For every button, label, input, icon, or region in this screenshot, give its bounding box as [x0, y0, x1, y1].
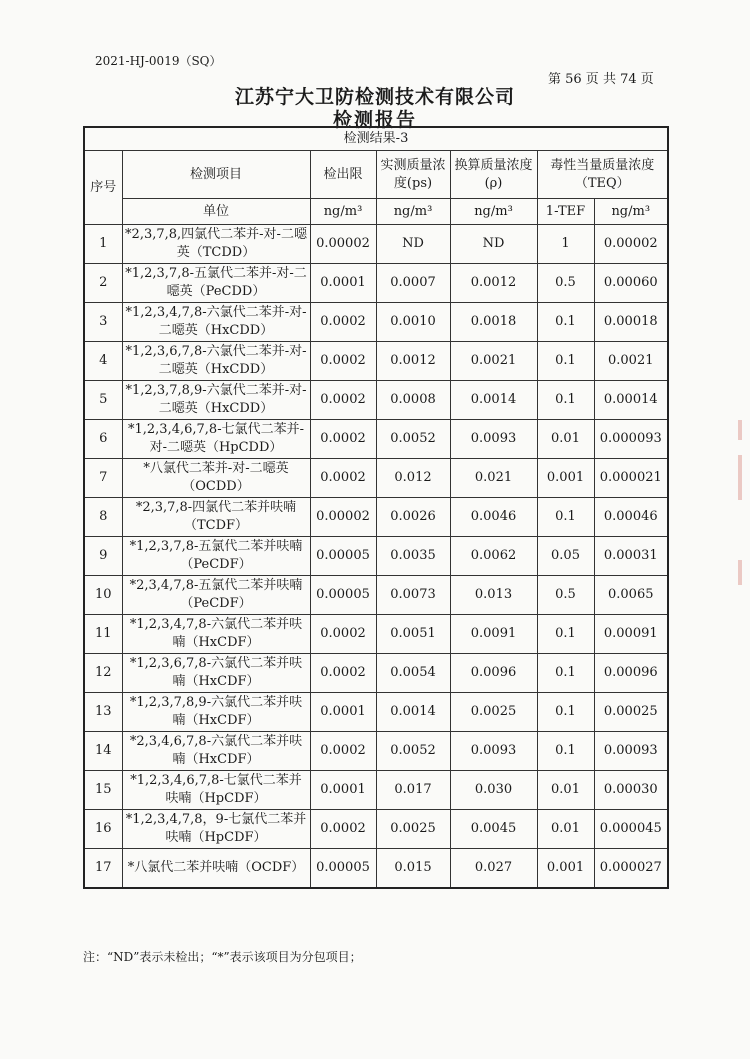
table-row	[84, 654, 668, 693]
row-measured: 0.012	[376, 459, 450, 498]
row-converted: ND	[450, 225, 537, 264]
report-title: 检测报告	[332, 109, 417, 131]
row-teq: 0.00025	[594, 693, 668, 732]
row-teq: 0.000021	[594, 459, 668, 498]
table-row	[84, 615, 668, 654]
row-teq: 0.00091	[594, 615, 668, 654]
header-converted: 换算质量浓度(ρ)	[450, 151, 537, 199]
row-number: 4	[84, 342, 122, 381]
row-detection-limit: 0.0002	[310, 459, 376, 498]
table-row	[84, 225, 668, 264]
row-measured: 0.0073	[376, 576, 450, 615]
row-tef: 0.001	[537, 849, 594, 889]
row-teq: 0.00093	[594, 732, 668, 771]
row-measured: 0.0051	[376, 615, 450, 654]
row-converted: 0.0091	[450, 615, 537, 654]
row-converted: 0.013	[450, 576, 537, 615]
row-number: 11	[84, 615, 122, 654]
header-item: 检测项目	[122, 151, 310, 199]
row-number: 16	[84, 810, 122, 849]
row-detection-limit: 0.0002	[310, 615, 376, 654]
header-detection-limit: 检出限	[310, 151, 376, 199]
row-converted: 0.0062	[450, 537, 537, 576]
row-detection-limit: 0.00002	[310, 498, 376, 537]
row-number: 17	[84, 849, 122, 889]
row-measured: 0.0054	[376, 654, 450, 693]
row-tef: 0.1	[537, 732, 594, 771]
table-row	[84, 420, 668, 459]
table-row	[84, 342, 668, 381]
table-row	[84, 849, 668, 889]
row-item: *2,3,4,6,7,8-六氯代二苯并呋喃（HxCDF）	[122, 732, 310, 771]
table-row	[84, 459, 668, 498]
row-detection-limit: 0.0002	[310, 303, 376, 342]
row-detection-limit: 0.0002	[310, 342, 376, 381]
row-detection-limit: 0.0001	[310, 264, 376, 303]
row-item: *1,2,3,6,7,8-六氯代二苯并-对-二噁英（HxCDD）	[122, 342, 310, 381]
row-number: 15	[84, 771, 122, 810]
row-converted: 0.0021	[450, 342, 537, 381]
row-number: 5	[84, 381, 122, 420]
unit-tef: 1-TEF	[537, 199, 594, 225]
row-detection-limit: 0.0002	[310, 654, 376, 693]
row-tef: 0.1	[537, 381, 594, 420]
row-teq: 0.00018	[594, 303, 668, 342]
row-measured: 0.0012	[376, 342, 450, 381]
row-tef: 0.01	[537, 810, 594, 849]
row-teq: 0.00014	[594, 381, 668, 420]
table-row	[84, 693, 668, 732]
row-detection-limit: 0.00002	[310, 225, 376, 264]
row-converted: 0.0045	[450, 810, 537, 849]
row-item: *2,3,4,7,8-五氯代二苯并呋喃（PeCDF）	[122, 576, 310, 615]
section-title: 检测结果-3	[84, 127, 668, 151]
row-number: 7	[84, 459, 122, 498]
row-detection-limit: 0.0002	[310, 381, 376, 420]
row-measured: ND	[376, 225, 450, 264]
row-item: *八氯代二苯并-对-二噁英（OCDD）	[122, 459, 310, 498]
row-tef: 0.01	[537, 420, 594, 459]
row-measured: 0.0025	[376, 810, 450, 849]
row-measured: 0.0007	[376, 264, 450, 303]
row-tef: 0.001	[537, 459, 594, 498]
row-item: *1,2,3,6,7,8-六氯代二苯并呋喃（HxCDF）	[122, 654, 310, 693]
row-tef: 1	[537, 225, 594, 264]
row-tef: 0.1	[537, 498, 594, 537]
row-converted: 0.0046	[450, 498, 537, 537]
row-tef: 0.01	[537, 771, 594, 810]
row-item: *八氯代二苯并呋喃（OCDF）	[122, 849, 310, 889]
unit-detection-limit: ng/m³	[310, 199, 376, 225]
row-number: 14	[84, 732, 122, 771]
row-teq: 0.000045	[594, 810, 668, 849]
row-measured: 0.0035	[376, 537, 450, 576]
table-row	[84, 303, 668, 342]
table-row	[84, 576, 668, 615]
row-teq: 0.00046	[594, 498, 668, 537]
row-tef: 0.1	[537, 693, 594, 732]
row-detection-limit: 0.0001	[310, 693, 376, 732]
row-converted: 0.0018	[450, 303, 537, 342]
row-item: *1,2,3,7,8,9-六氯代二苯并呋喃（HxCDF）	[122, 693, 310, 732]
row-number: 8	[84, 498, 122, 537]
results-table	[83, 126, 669, 889]
row-tef: 0.1	[537, 654, 594, 693]
row-converted: 0.0093	[450, 732, 537, 771]
row-item: *1,2,3,4,7,8，9-七氯代二苯并呋喃（HpCDF）	[122, 810, 310, 849]
row-tef: 0.05	[537, 537, 594, 576]
document-number: 2021-HJ-0019（SQ）	[95, 54, 222, 68]
row-teq: 0.0065	[594, 576, 668, 615]
table-row	[84, 810, 668, 849]
row-number: 9	[84, 537, 122, 576]
unit-teq: ng/m³	[594, 199, 668, 225]
row-measured: 0.0026	[376, 498, 450, 537]
row-converted: 0.030	[450, 771, 537, 810]
table-row	[84, 537, 668, 576]
row-detection-limit: 0.00005	[310, 849, 376, 889]
row-tef: 0.1	[537, 303, 594, 342]
row-item: *1,2,3,4,6,7,8-七氯代二苯并-对-二噁英（HpCDD）	[122, 420, 310, 459]
row-teq: 0.00002	[594, 225, 668, 264]
margin-stain	[738, 420, 742, 440]
header-seq: 序号	[84, 151, 122, 225]
table-row	[84, 498, 668, 537]
row-teq: 0.00060	[594, 264, 668, 303]
margin-stain	[738, 560, 742, 585]
row-teq: 0.000093	[594, 420, 668, 459]
row-tef: 0.5	[537, 264, 594, 303]
row-converted: 0.0012	[450, 264, 537, 303]
row-converted: 0.0093	[450, 420, 537, 459]
page-number: 第 56 页 共 74 页	[548, 72, 654, 87]
table-row	[84, 381, 668, 420]
row-item: *1,2,3,7,8-五氯代二苯并呋喃（PeCDF）	[122, 537, 310, 576]
row-item: *1,2,3,7,8-五氯代二苯并-对-二噁英（PeCDD）	[122, 264, 310, 303]
row-tef: 0.1	[537, 342, 594, 381]
row-detection-limit: 0.0002	[310, 420, 376, 459]
row-number: 13	[84, 693, 122, 732]
row-teq: 0.00096	[594, 654, 668, 693]
row-number: 3	[84, 303, 122, 342]
row-detection-limit: 0.00005	[310, 576, 376, 615]
company-name: 江苏宁大卫防检测技术有限公司	[234, 86, 515, 108]
row-number: 6	[84, 420, 122, 459]
row-number: 10	[84, 576, 122, 615]
row-detection-limit: 0.0002	[310, 732, 376, 771]
row-item: *1,2,3,4,7,8-六氯代二苯并-对-二噁英（HxCDD）	[122, 303, 310, 342]
row-item: *1,2,3,4,6,7,8-七氯代二苯并呋喃（HpCDF）	[122, 771, 310, 810]
row-measured: 0.0014	[376, 693, 450, 732]
row-teq: 0.000027	[594, 849, 668, 889]
row-number: 1	[84, 225, 122, 264]
row-converted: 0.0096	[450, 654, 537, 693]
unit-label: 单位	[122, 199, 310, 225]
row-converted: 0.027	[450, 849, 537, 889]
table-row	[84, 264, 668, 303]
footnote: 注：“ND”表示未检出；“*”表示该项目为分包项目；	[83, 950, 362, 964]
header-measured: 实测质量浓度(ps)	[376, 151, 450, 199]
row-item: *2,3,7,8-四氯代二苯并呋喃（TCDF）	[122, 498, 310, 537]
row-teq: 0.00031	[594, 537, 668, 576]
unit-measured: ng/m³	[376, 199, 450, 225]
row-item: *1,2,3,4,7,8-六氯代二苯并呋喃（HxCDF）	[122, 615, 310, 654]
row-converted: 0.021	[450, 459, 537, 498]
row-converted: 0.0025	[450, 693, 537, 732]
row-measured: 0.0052	[376, 732, 450, 771]
row-measured: 0.015	[376, 849, 450, 889]
header-teq: 毒性当量质量浓度（TEQ）	[537, 151, 668, 199]
row-tef: 0.1	[537, 615, 594, 654]
row-number: 2	[84, 264, 122, 303]
row-measured: 0.0052	[376, 420, 450, 459]
row-measured: 0.0010	[376, 303, 450, 342]
row-detection-limit: 0.0002	[310, 810, 376, 849]
table-row	[84, 732, 668, 771]
unit-converted: ng/m³	[450, 199, 537, 225]
row-detection-limit: 0.00005	[310, 537, 376, 576]
row-number: 12	[84, 654, 122, 693]
row-tef: 0.5	[537, 576, 594, 615]
row-item: *2,3,7,8,四氯代二苯并-对-二噁英（TCDD）	[122, 225, 310, 264]
row-teq: 0.00030	[594, 771, 668, 810]
row-detection-limit: 0.0001	[310, 771, 376, 810]
row-teq: 0.0021	[594, 342, 668, 381]
row-measured: 0.017	[376, 771, 450, 810]
margin-stain	[738, 455, 742, 500]
row-item: *1,2,3,7,8,9-六氯代二苯并-对-二噁英（HxCDD）	[122, 381, 310, 420]
row-measured: 0.0008	[376, 381, 450, 420]
table-row	[84, 771, 668, 810]
row-converted: 0.0014	[450, 381, 537, 420]
